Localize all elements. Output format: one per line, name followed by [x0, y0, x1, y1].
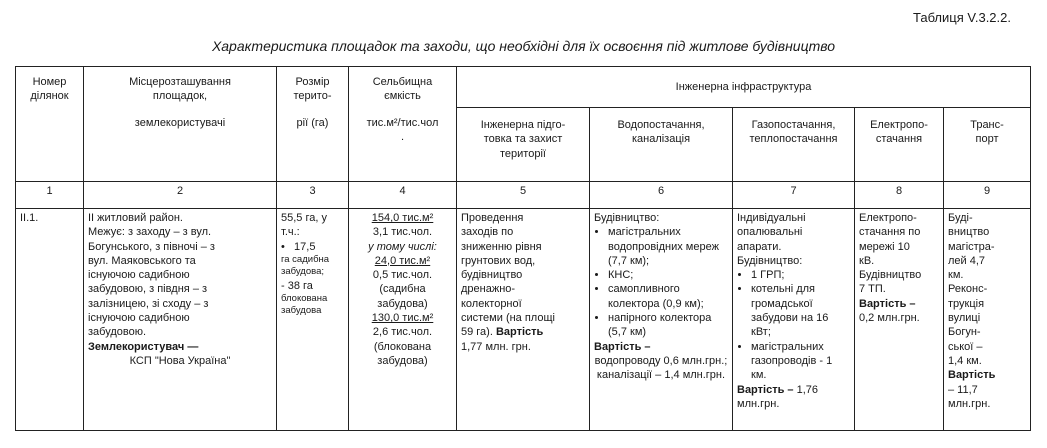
table-number: Таблиця V.3.2.2. — [912, 10, 1011, 25]
column-number: 8 — [855, 182, 944, 209]
column-number: 9 — [944, 182, 1031, 209]
column-number-row — [16, 182, 1031, 209]
column-number: 6 — [590, 182, 733, 209]
plot-location: ІІ житловий район. Межує: з заходу – з вул. Богунського, з півночі – з вул. Маяковського та існуючою садибною забудовою, з півдня – з залізницею, зі сходу – з існуючою садибною забудовою. Землекористувач — КСП "Нова Україна" — [84, 209, 277, 431]
header-water-supply: Водопостачання, каналізація — [590, 108, 733, 182]
column-number: 4 — [349, 182, 457, 209]
header-engineering-infrastructure: Інженерна інфраструктура — [457, 67, 1031, 108]
column-number: 2 — [84, 182, 277, 209]
header-plot-number: Номер ділянок — [16, 67, 84, 182]
plot-size: 55,5 га, у т.ч.: • 17,5 га садибна забудова; - 38 га блокована забудова — [277, 209, 349, 431]
table-row — [16, 209, 1031, 431]
power-supply: Електропо- стачання по мережі 10 кВ. Будівництво 7 ТП. Вартість – 0,2 млн.грн. — [855, 209, 944, 431]
engineering-preparation: Проведення заходів по зниженню рівня грунтових вод, будівництво дренажно- колекторної системи (на площі 59 га). Вартість 1,77 млн. грн. — [457, 209, 590, 431]
header-transport: Транс- порт — [944, 108, 1031, 182]
column-number: 3 — [277, 182, 349, 209]
site-characteristics-table — [15, 66, 1031, 431]
column-number: 1 — [16, 182, 84, 209]
header-location: Місцерозташування площадок, землекористувачі — [84, 67, 277, 182]
residential-capacity: 154,0 тис.м² 3,1 тис.чол. у тому числі: 24,0 тис.м² 0,5 тис.чол. (садибна забудова) 130,0 тис.м² 2,6 тис.чол. (блокована забудова) — [349, 209, 457, 431]
header-gas-supply: Газопостачання, теплопостачання — [733, 108, 855, 182]
column-number: 7 — [733, 182, 855, 209]
water-supply: Будівництво: • магістральних водопровідних мереж (7,7 км); • КНС; • самопливного колектора (0,9 км); • напірного колектора (5,7 км) Вартість – водопроводу 0,6 млн.грн.; каналізації – 1,4 млн.грн. — [590, 209, 733, 431]
column-number: 5 — [457, 182, 590, 209]
plot-id: ІІ.1. — [16, 209, 84, 431]
gas-supply: Індивідуальні опалювальні апарати. Будівництво: • 1 ГРП; • котельні для громадської забудови на 16 кВт; • магістральних газопроводів - 1 км. Вартість – 1,76 млн.грн. — [733, 209, 855, 431]
table-caption: Характеристика площадок та заходи, що необхідні для їх освоєння під житлове будівництво — [211, 38, 836, 54]
header-capacity: Сельбищна ємкість тис.м²/тис.чол . — [349, 67, 457, 182]
header-size: Розмір терито- рії (га) — [277, 67, 349, 182]
transport: Буді- вництво магістра- лей 4,7 км. Реконс- трукція вулиці Богун- ської – 1,4 км. Вартість – 11,7 млн.грн. — [944, 209, 1031, 431]
header-engineering-preparation: Інженерна підго- товка та захист території — [457, 108, 590, 182]
header-power-supply: Електропо- стачання — [855, 108, 944, 182]
